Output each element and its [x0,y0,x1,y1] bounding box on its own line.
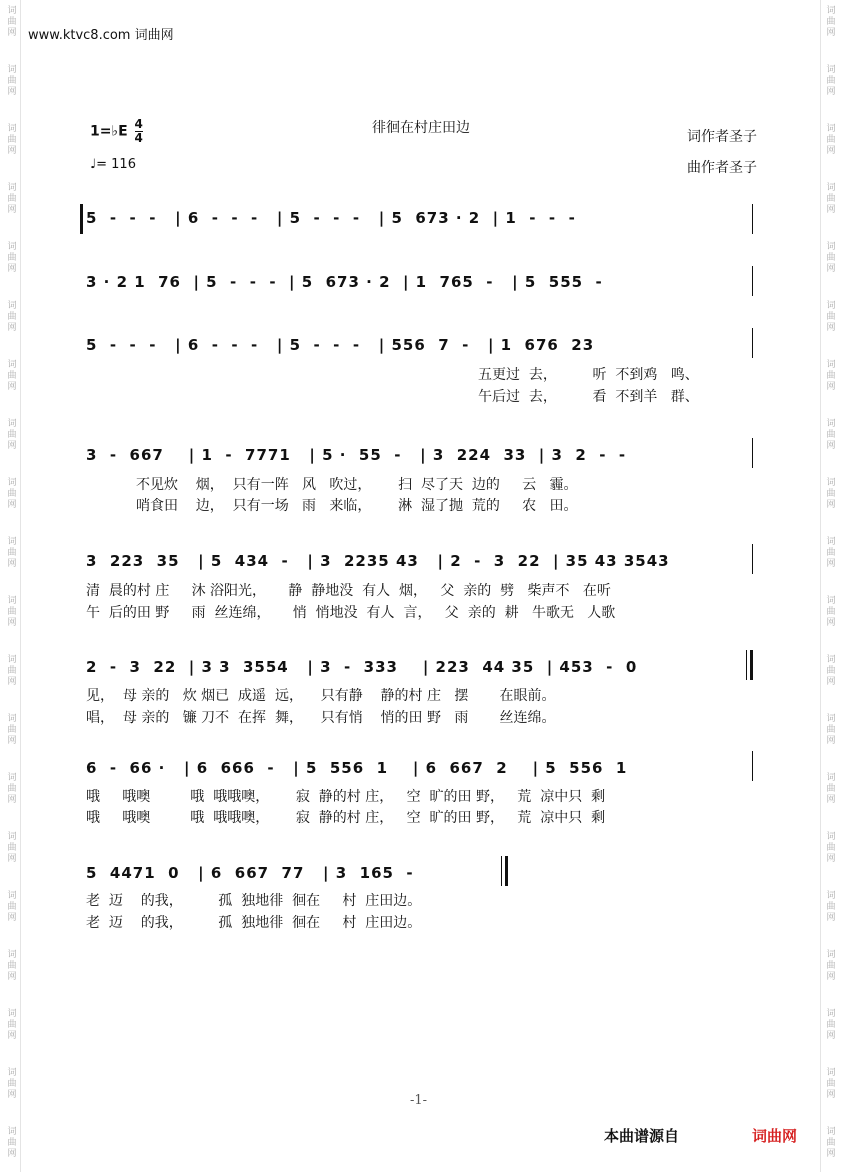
notes-row-8: 5 4471 0 | 6 667 77 | 3 165 - [86,864,414,882]
watermark-text: 词曲网 [7,891,17,923]
page-number: -1- [410,1093,428,1108]
margin-line-left [20,0,21,1172]
watermark-text: 词曲网 [7,478,17,510]
composer-credit: 曲作者圣子 [687,160,757,176]
lyrics-row-6-verse-1: 见， 母 亲的 炊 烟已 成遥 远， 只有静 静的村 庄 摆 在眼前。 [86,688,556,704]
notes-row-6: 2 - 3 22 | 3 3 3554 | 3 - 333 | 223 44 35 | 453 - 0 [86,658,638,676]
time-sig-bottom: 4 [134,131,143,145]
watermark-text: 词曲网 [826,714,836,746]
watermark-text: 词曲网 [826,1127,836,1159]
barline [752,266,753,296]
tempo-marking: ♩= 116 [90,157,136,172]
repeat-barline-thick [750,650,753,680]
final-barline-thick [505,856,508,886]
barline [752,751,753,781]
notes-row-7: 6 - 66 · | 6 666 - | 5 556 1 | 6 667 2 | 5 556 1 [86,759,628,777]
notes-row-5: 3 223 35 | 5 434 - | 3 2235 43 | 2 - 3 22 | 35 43 3543 [86,552,670,570]
notes-row-3: 5 - - - | 6 - - - | 5 - - - | 556 7 - | 1 676 23 [86,336,595,354]
watermark-text: 词曲网 [826,419,836,451]
lyrics-row-7-verse-1: 哦 哦噢 哦 哦哦噢， 寂 静的村 庄， 空 旷的田 野， 荒 凉中只 剩 [86,789,606,805]
site-header[interactable]: www.ktvc8.com 词曲网 [28,28,174,43]
watermark-text: 词曲网 [826,360,836,392]
watermark-text: 词曲网 [7,1009,17,1041]
final-barline [501,856,502,886]
time-signature [135,118,143,145]
start-barline [80,204,83,234]
watermark-text: 词曲网 [7,65,17,97]
watermark-text: 词曲网 [826,891,836,923]
song-title: 徘徊在村庄田边 [372,120,470,136]
watermark-text: 词曲网 [7,242,17,274]
lyrics-row-3-verse-1: 五更过 去， 听 不到鸡 鸣、 [478,367,699,383]
watermark-text: 词曲网 [826,65,836,97]
key-label: 1=♭E [90,123,128,140]
watermark-text: 词曲网 [826,124,836,156]
margin-line-right [820,0,821,1172]
watermark-text: 词曲网 [7,537,17,569]
watermark-text: 词曲网 [7,1068,17,1100]
watermark-text: 词曲网 [7,832,17,864]
lyricist-credit: 词作者圣子 [687,129,757,145]
lyrics-row-4-verse-1: 不见炊 烟， 只有一阵 风 吹过， 扫 尽了天 边的 云 霾。 [136,477,578,493]
watermark-text: 词曲网 [7,6,17,38]
watermark-text: 词曲网 [826,1009,836,1041]
time-sig-top: 4 [134,117,143,131]
watermark-right [823,0,839,1172]
watermark-text: 词曲网 [826,242,836,274]
watermark-left [4,0,20,1172]
watermark-text: 词曲网 [826,183,836,215]
barline [752,328,753,358]
watermark-text: 词曲网 [826,596,836,628]
watermark-text: 词曲网 [7,360,17,392]
watermark-text: 词曲网 [7,596,17,628]
lyrics-row-7-verse-2: 哦 哦噢 哦 哦哦噢， 寂 静的村 庄， 空 旷的田 野， 荒 凉中只 剩 [86,810,606,826]
lyrics-row-8-verse-2: 老 迈 的我， 孤 独地徘 徊在 村 庄田边。 [86,915,422,931]
watermark-text: 词曲网 [826,478,836,510]
watermark-text: 词曲网 [826,832,836,864]
footer-brand-link[interactable]: 词曲网 [752,1127,798,1145]
lyrics-row-8-verse-1: 老 迈 的我， 孤 独地徘 徊在 村 庄田边。 [86,893,422,909]
barline [752,204,753,234]
watermark-text: 词曲网 [826,301,836,333]
notes-row-2: 3 · 2 1 76 | 5 - - - | 5 673 · 2 | 1 765 - | 5 555 - [86,273,603,291]
watermark-text: 词曲网 [7,124,17,156]
watermark-text: 词曲网 [826,1068,836,1100]
footer-source: 本曲谱源自 [604,1127,680,1145]
watermark-text: 词曲网 [826,773,836,805]
lyrics-row-4-verse-2: 哨食田 边， 只有一场 雨 来临， 淋 湿了抛 荒的 农 田。 [136,498,578,514]
watermark-text: 词曲网 [7,301,17,333]
lyrics-row-6-verse-2: 唱， 母 亲的 镰 刀不 在挥 舞， 只有悄 悄的田 野 雨 丝连绵。 [86,710,556,726]
watermark-text: 词曲网 [7,419,17,451]
watermark-text: 词曲网 [7,655,17,687]
watermark-text: 词曲网 [7,1127,17,1159]
watermark-text: 词曲网 [826,6,836,38]
key-signature [90,118,143,145]
notes-row-4: 3 - 667 | 1 - 7771 | 5 · 55 - | 3 224 33 | 3 2 - - [86,446,627,464]
watermark-text: 词曲网 [826,655,836,687]
watermark-text: 词曲网 [826,537,836,569]
watermark-text: 词曲网 [7,183,17,215]
lyrics-row-5-verse-1: 清 晨的村 庄 沐 浴阳光， 静 静地没 有人 烟， 父 亲的 劈 柴声不 在听 [86,583,611,599]
watermark-text: 词曲网 [7,773,17,805]
lyrics-row-3-verse-2: 午后过 去， 看 不到羊 群、 [478,389,699,405]
barline [752,544,753,574]
lyrics-row-5-verse-2: 午 后的田 野 雨 丝连绵， 悄 悄地没 有人 言， 父 亲的 耕 牛歌无 人歌 [86,605,616,621]
repeat-barline [746,650,747,680]
watermark-text: 词曲网 [7,950,17,982]
watermark-text: 词曲网 [7,714,17,746]
barline [752,438,753,468]
notes-row-1: 5 - - - | 6 - - - | 5 - - - | 5 673 · 2 | 1 - - - [86,209,576,227]
watermark-text: 词曲网 [826,950,836,982]
